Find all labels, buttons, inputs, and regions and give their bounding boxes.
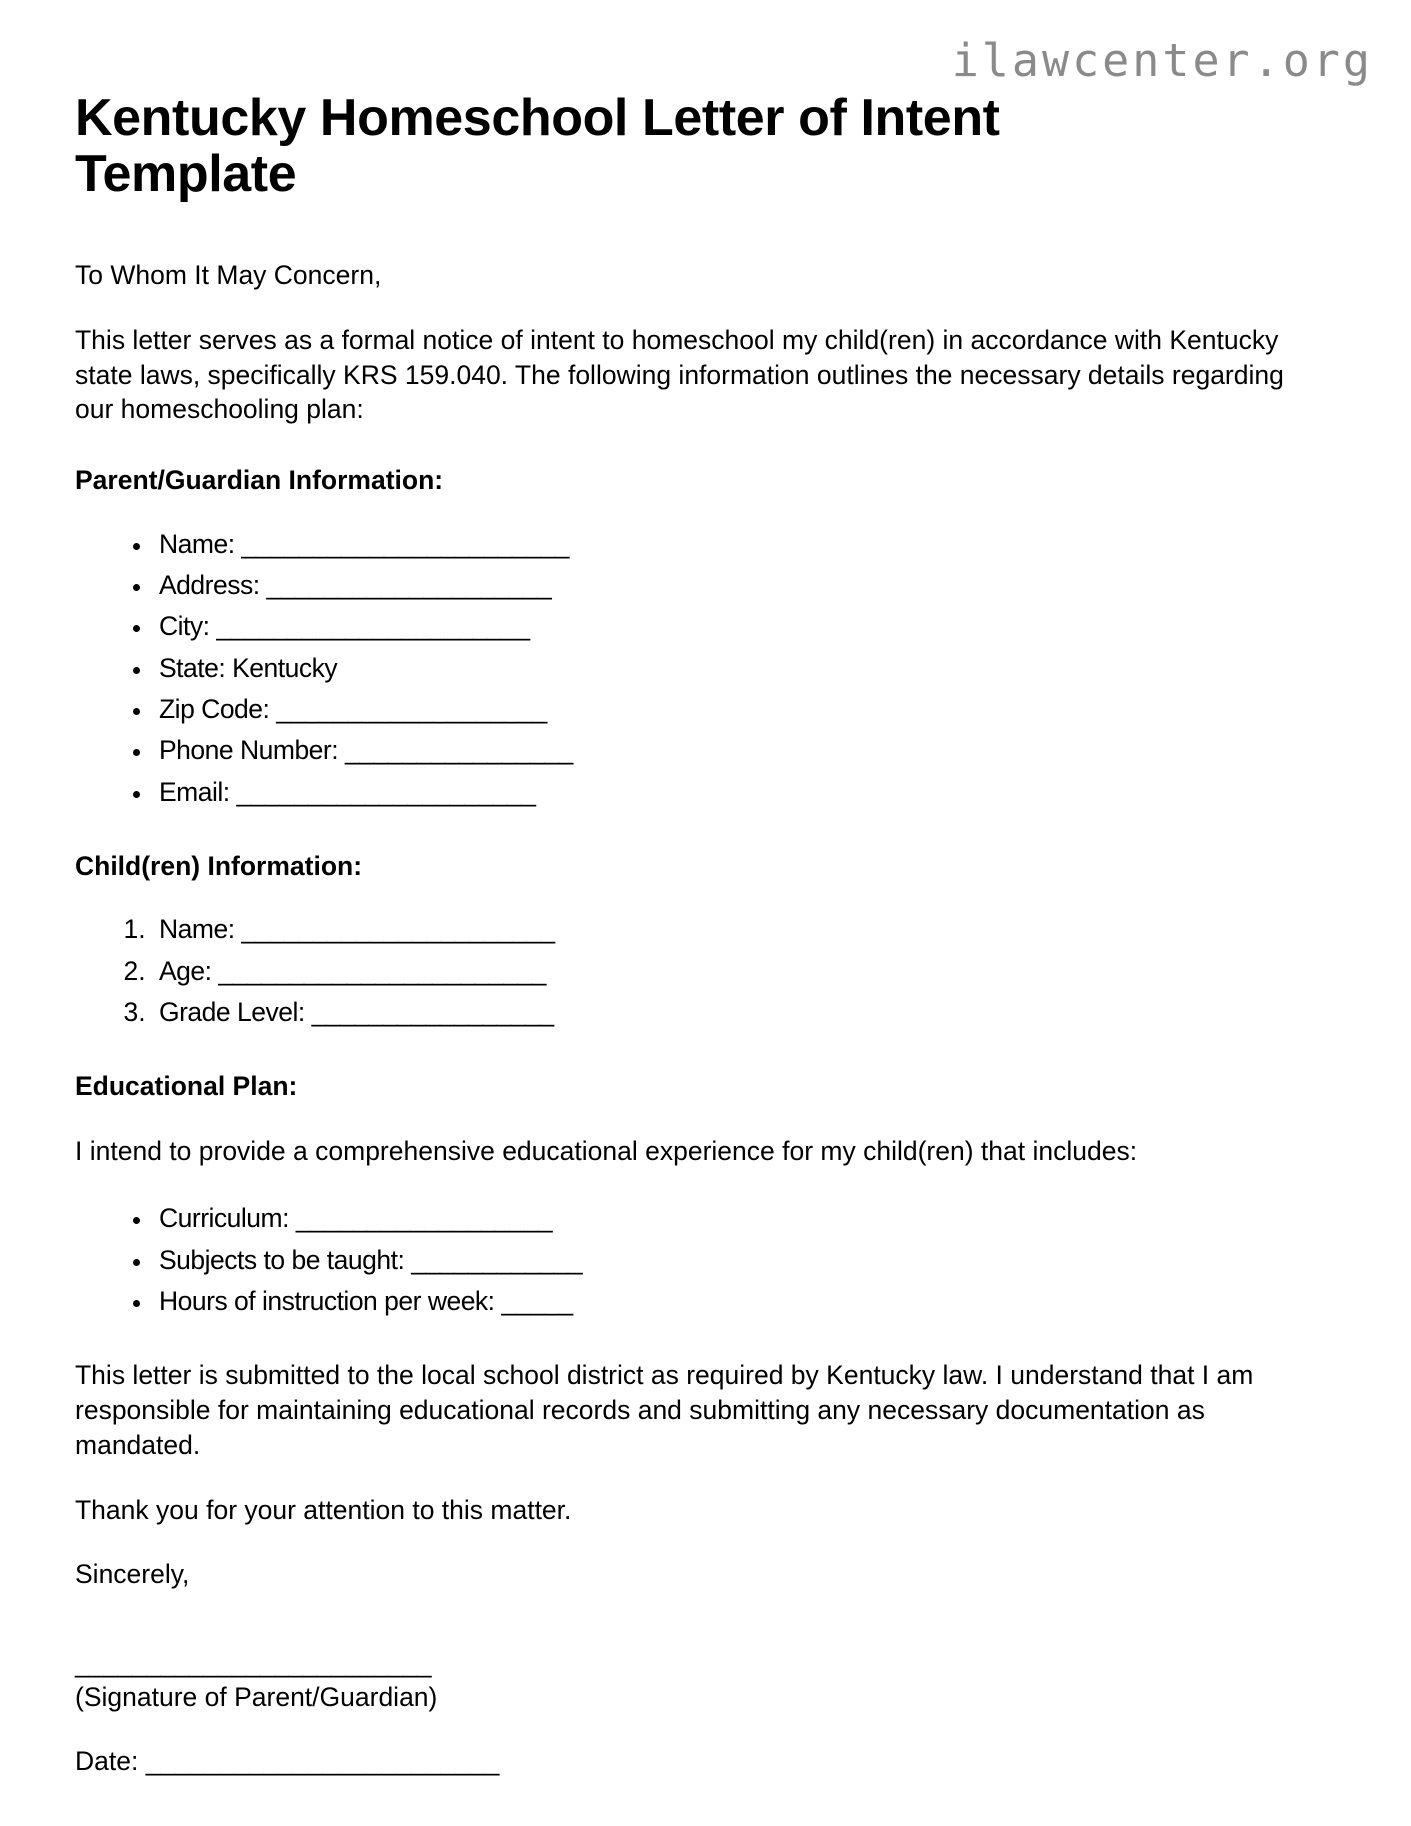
spacer [75,1714,1315,1744]
parent-field-email: Email: _____________________ [159,776,536,807]
parent-field-state: State: Kentucky [159,652,338,683]
spacer [75,498,1315,524]
child-field-name: Name: ______________________ [159,914,555,945]
section-heading-parent-information: Parent/Guardian Information: [75,465,444,496]
list-item [153,1281,1315,1322]
spacer [75,883,1315,909]
spacer [75,202,1315,258]
spacer [75,427,1315,463]
education-field-subjects: Subjects to be taught: ____________ [159,1244,583,1275]
signature-caption: (Signature of Parent/Guardian) [75,1681,438,1712]
spacer [75,1104,1315,1134]
list-item [153,606,1315,647]
section-heading-educational-plan: Educational Plan: [75,1071,298,1102]
date-line: Date: ________________________ [75,1746,500,1777]
parent-information-list [75,524,1315,813]
children-information-list [75,909,1315,1033]
child-field-age: Age: _______________________ [159,955,546,986]
closing-paragraph: This letter is submitted to the local school district as required by Kentucky law. I understand that I am responsible for maintaining educational records and submitting any necessary documentation as mandated. [75,1360,1254,1460]
parent-field-name: Name: _______________________ [159,528,569,559]
salutation: To Whom It May Concern, [75,260,382,291]
educational-plan-lead: I intend to provide a comprehensive educational experience for my child(ren) that includes: [75,1135,1138,1166]
spacer [75,1322,1315,1358]
spacer [75,1168,1315,1198]
list-item [153,772,1315,813]
section-heading-children-information: Child(ren) Information: [75,850,363,881]
spacer [75,813,1315,849]
list-item [153,689,1315,730]
parent-field-city: City: ______________________ [159,611,530,642]
parent-field-address: Address: ____________________ [159,569,552,600]
education-field-hours: Hours of instruction per week: _____ [159,1286,573,1317]
list-item [153,992,1315,1033]
signoff: Sincerely, [75,1559,190,1590]
educational-plan-list [75,1198,1315,1322]
education-field-curriculum: Curriculum: __________________ [159,1203,553,1234]
spacer [75,293,1315,323]
spacer [75,1527,1315,1557]
page-title: Kentucky Homeschool Letter of Intent Template [75,89,1000,204]
list-item [153,648,1315,689]
spacer [75,1592,1315,1648]
spacer [75,1463,1315,1493]
spacer [75,1033,1315,1069]
site-watermark: ilawcenter.org [951,34,1373,87]
list-item [153,730,1315,771]
child-field-grade-level: Grade Level: _________________ [159,996,554,1027]
list-item [153,565,1315,606]
list-item [153,1198,1315,1239]
list-item [153,1240,1315,1281]
thanks-paragraph: Thank you for your attention to this matter. [75,1494,572,1525]
signature-rule: _________________________ [75,1647,431,1678]
document-content [75,90,1315,1779]
list-item [153,909,1315,950]
parent-field-zip-code: Zip Code: ___________________ [159,693,547,724]
parent-field-phone-number: Phone Number: ________________ [159,735,573,766]
intro-paragraph: This letter serves as a formal notice of intent to homeschool my child(ren) in accordance with Kentucky state laws, specifically KRS 159.040. The following information outlines the necessary details regarding our homeschooling plan: [75,325,1284,425]
list-item [153,524,1315,565]
list-item [153,951,1315,992]
